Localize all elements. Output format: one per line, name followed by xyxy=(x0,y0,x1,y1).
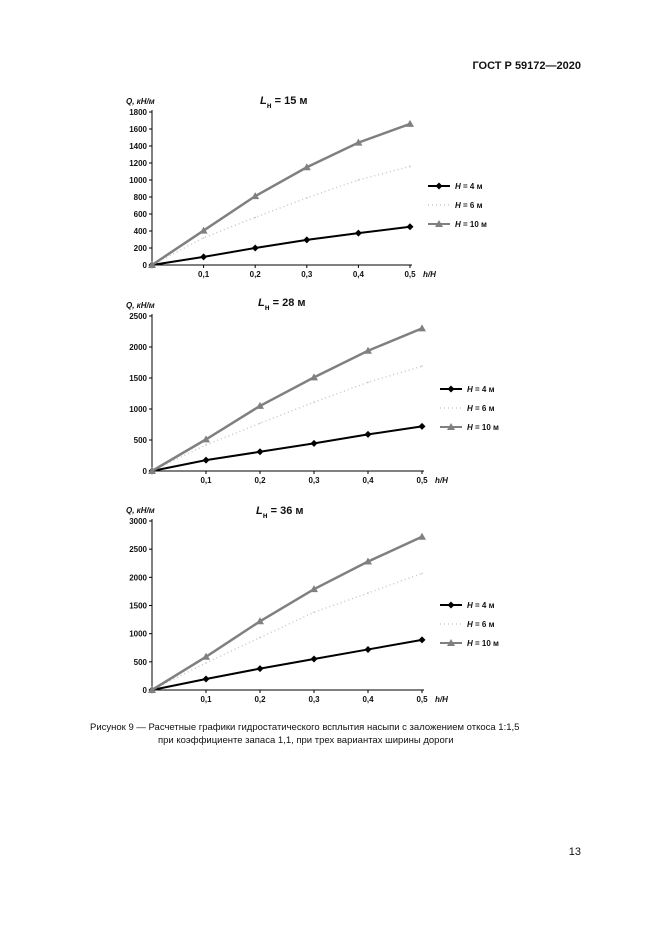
data-point-dot xyxy=(409,166,411,168)
x-tick-label: 0,5 xyxy=(404,270,416,279)
data-point-dot xyxy=(367,382,369,384)
legend-value: = 6 м xyxy=(460,201,483,210)
x-tick-label: 0,3 xyxy=(308,476,320,485)
y-tick-label: 1500 xyxy=(129,374,147,383)
data-point-dot xyxy=(313,611,315,613)
data-point-diamond xyxy=(365,431,372,438)
x-tick-label: 0,1 xyxy=(200,476,212,485)
data-point-triangle xyxy=(418,324,426,331)
x-tick-label: 0,3 xyxy=(308,695,320,704)
title-sub: н xyxy=(264,303,270,312)
data-point-diamond xyxy=(257,448,264,455)
data-point-diamond xyxy=(355,230,362,237)
data-point-triangle xyxy=(406,120,414,127)
data-point-diamond xyxy=(311,440,318,447)
legend-value: = 4 м xyxy=(472,601,495,610)
data-point-dot xyxy=(205,444,207,446)
data-point-triangle xyxy=(418,533,426,540)
legend-marker-diamond xyxy=(436,183,443,190)
data-point-dot xyxy=(306,197,308,199)
y-tick-label: 3000 xyxy=(129,517,147,526)
y-tick-label: 600 xyxy=(133,210,147,219)
y-tick-label: 500 xyxy=(133,657,147,667)
data-point-diamond xyxy=(200,253,207,260)
chart-title xyxy=(258,297,306,312)
data-point-dot xyxy=(254,217,256,219)
caption-line-1: Рисунок 9 — Расчетные графики гидростатического всплытия насыпи с заложением откоса 1:1,5 xyxy=(90,722,520,733)
data-point-dot xyxy=(203,237,205,239)
chart-svg xyxy=(110,500,530,710)
legend-var: H xyxy=(455,220,461,229)
legend-var: H xyxy=(467,601,473,610)
title-rest: = 28 м xyxy=(269,297,306,309)
y-tick-label: 800 xyxy=(133,193,147,202)
legend-label xyxy=(467,601,495,610)
series-line-0 xyxy=(152,227,410,265)
legend-var: H xyxy=(467,639,473,648)
y-tick-label: 0 xyxy=(142,686,147,695)
title-main: L xyxy=(256,505,263,517)
x-tick-label: 0,4 xyxy=(362,695,374,704)
y-tick-label: 1000 xyxy=(129,629,147,639)
chart-l36 xyxy=(110,500,530,715)
x-axis-label: h/H xyxy=(435,476,448,485)
data-point-diamond xyxy=(203,676,210,683)
data-point-diamond xyxy=(419,423,426,430)
x-tick-label: 0,3 xyxy=(301,270,313,279)
legend-label xyxy=(467,423,499,432)
chart-l28 xyxy=(110,292,530,497)
legend-value: = 4 м xyxy=(460,182,483,191)
legend-value: = 4 м xyxy=(472,385,495,394)
x-tick-label: 0,2 xyxy=(254,695,266,704)
data-point-dot xyxy=(259,422,261,424)
y-tick-label: 200 xyxy=(133,244,147,253)
y-tick-label: 1800 xyxy=(129,108,147,117)
y-tick-label: 2000 xyxy=(129,343,147,352)
legend-var: H xyxy=(467,404,473,413)
x-axis-label: h/H xyxy=(435,695,448,704)
legend-value: = 6 м xyxy=(472,620,495,629)
legend-label xyxy=(455,201,483,210)
y-tick-label: 0 xyxy=(142,467,147,476)
x-tick-label: 0,1 xyxy=(200,695,212,704)
legend-label xyxy=(455,182,483,191)
legend-value: = 6 м xyxy=(472,404,495,413)
data-point-diamond xyxy=(311,656,318,663)
x-tick-label: 0,4 xyxy=(352,270,364,279)
x-tick-label: 0,5 xyxy=(416,476,428,485)
y-tick-label: 500 xyxy=(133,436,147,445)
chart-title xyxy=(256,505,304,520)
legend-value: = 10 м xyxy=(472,423,499,432)
data-point-dot xyxy=(421,365,423,367)
legend-value: = 10 м xyxy=(472,639,499,648)
x-tick-label: 0,2 xyxy=(254,476,266,485)
y-axis-label: Q, кН/м xyxy=(126,301,155,310)
legend-label xyxy=(467,620,495,629)
title-rest: = 15 м xyxy=(271,95,308,107)
title-main: L xyxy=(260,95,267,107)
y-tick-label: 1200 xyxy=(129,159,147,168)
x-tick-label: 0,4 xyxy=(362,476,374,485)
legend-var: H xyxy=(467,385,473,394)
caption-line-2: при коэффициенте запаса 1,1, при трех вариантах ширины дороги xyxy=(158,735,454,746)
legend-marker-diamond xyxy=(448,386,455,393)
x-tick-label: 0,5 xyxy=(416,695,428,704)
chart-l15 xyxy=(110,88,530,293)
data-point-diamond xyxy=(257,665,264,672)
y-tick-label: 1500 xyxy=(129,601,147,611)
y-tick-label: 1400 xyxy=(129,142,147,151)
y-tick-label: 2500 xyxy=(129,312,147,321)
document-code: ГОСТ Р 59172—2020 xyxy=(472,60,581,72)
series-line-2 xyxy=(152,328,422,471)
series-line-1 xyxy=(152,366,422,471)
data-point-dot xyxy=(358,179,360,181)
data-point-diamond xyxy=(203,457,210,464)
y-tick-label: 1000 xyxy=(129,176,147,185)
legend-label xyxy=(467,404,495,413)
data-point-dot xyxy=(313,401,315,403)
data-point-dot xyxy=(367,592,369,594)
y-tick-label: 2500 xyxy=(129,545,147,555)
data-point-diamond xyxy=(365,646,372,653)
legend-label xyxy=(467,385,495,394)
title-sub: н xyxy=(262,511,268,520)
data-point-diamond xyxy=(252,245,259,252)
x-tick-label: 0,2 xyxy=(249,270,261,279)
chart-svg xyxy=(110,292,530,492)
y-tick-label: 1600 xyxy=(129,125,147,134)
series-line-1 xyxy=(152,573,422,690)
y-tick-label: 2000 xyxy=(129,573,147,583)
title-main: L xyxy=(258,297,265,309)
chart-title xyxy=(260,95,308,110)
legend-value: = 10 м xyxy=(460,220,487,229)
x-tick-label: 0,1 xyxy=(198,270,210,279)
legend-label xyxy=(455,220,487,229)
legend-var: H xyxy=(455,182,461,191)
legend-var: H xyxy=(467,423,473,432)
y-tick-label: 400 xyxy=(133,227,147,236)
figure-caption xyxy=(90,721,570,747)
y-tick-label: 1000 xyxy=(129,405,147,414)
title-rest: = 36 м xyxy=(267,505,304,517)
legend-marker-diamond xyxy=(448,602,455,609)
title-sub: н xyxy=(266,101,272,110)
data-point-dot xyxy=(259,637,261,639)
y-axis-label: Q, кН/м xyxy=(126,97,155,106)
series-line-2 xyxy=(152,537,422,690)
legend-label xyxy=(467,639,499,648)
x-axis-label: h/H xyxy=(423,270,436,279)
legend-var: H xyxy=(455,201,461,210)
data-point-diamond xyxy=(419,636,426,643)
chart-svg xyxy=(110,88,530,288)
legend-var: H xyxy=(467,620,473,629)
data-point-diamond xyxy=(407,223,414,230)
data-point-diamond xyxy=(303,236,310,243)
data-point-dot xyxy=(421,573,423,575)
page-number: 13 xyxy=(568,846,581,858)
y-tick-label: 0 xyxy=(142,261,147,270)
data-point-dot xyxy=(205,662,207,664)
y-axis-label: Q, кН/м xyxy=(126,506,155,515)
